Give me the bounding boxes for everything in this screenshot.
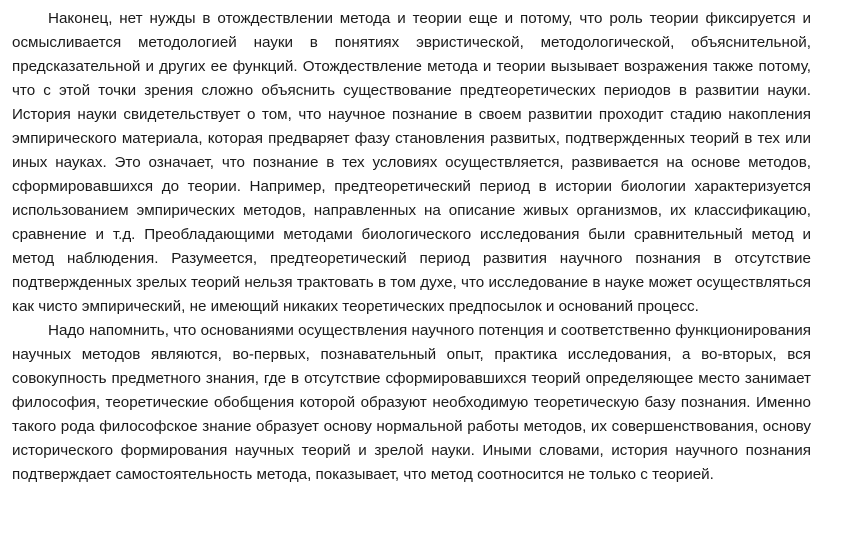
- document-body: [12, 7, 811, 487]
- paragraph-1: Наконец, нет нужды в отождествлении метода и теории еще и потому, что роль теории фиксируется и осмысливается методологией науки в понятиях эвристической, методологической, объяснительной, предсказательной и других ее функций. Отождествление метода и теории вызывает возражения также потому, что с этой точки зрения сложно объяснить существование предтеоретических периодов в развитии науки. История науки свидетельствует о том, что научное познание в своем развитии проходит стадию накопления эмпирического материала, которая предваряет фазу становления развитых, подтвержденных теорий в тех или иных науках. Это означает, что познание в тех условиях осуществляется, развивается на основе методов, сформировавшихся до теории. Например, предтеоретический период в истории биологии характеризуется использованием эмпирических методов, направленных на описание живых организмов, их классификацию, сравнение и т.д. Преобладающими методами биологического исследования были сравнительный метод и метод наблюдения. Разумеется, предтеоретический период развития научного познания в отсутствие подтвержденных зрелых теорий нельзя трактовать в том духе, что исследование в науке может осуществляться как чисто эмпирический, не имеющий никаких теоретических предпосылок и оснований процесс.: [12, 10, 811, 315]
- paragraph-2: Надо напомнить, что основаниями осуществления научного потенция и соответственно функционирования научных методов являются, во-первых, познавательный опыт, практика исследования, а во-вторых, вся совокупность предметного знания, где в отсутствие сформировавшихся теорий определяющее место занимает философия, теоретические обобщения которой образуют необходимую теоретическую базу познания. Именно такого рода философское знание образует основу нормальной работы методов, их совершенствования, основу исторического формирования научных теорий и зрелой науки. Иными словами, история научного познания подтверждает самостоятельность метода, показывает, что метод соотносится не только с теорией.: [12, 322, 811, 483]
